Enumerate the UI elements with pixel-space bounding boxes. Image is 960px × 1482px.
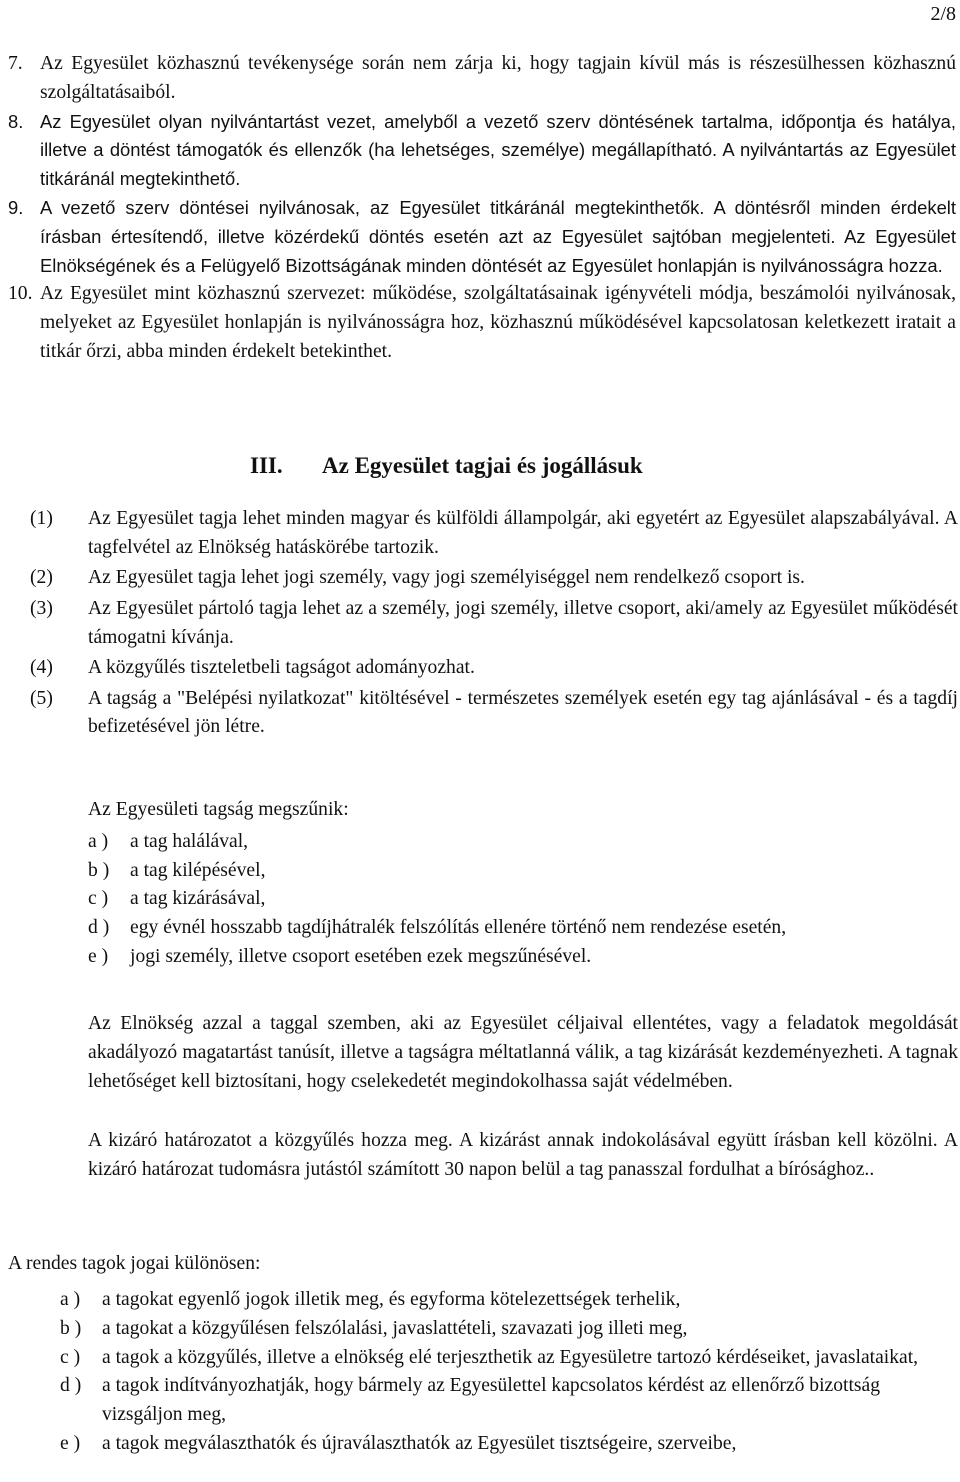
list-text: a tagokat a közgyűlésen felszólalási, javaslattételi, szavazati jog illeti meg, — [102, 1317, 688, 1339]
rights-list — [60, 1286, 958, 1459]
list-text: a tag kilépésével, — [130, 859, 266, 881]
section-number: III. — [250, 453, 283, 478]
numbered-item-10 — [8, 280, 956, 366]
numbered-list — [8, 50, 956, 367]
paragraph-number: (1) — [30, 508, 53, 529]
exclusion-paragraph-2: A kizáró határozatot a közgyűlés hozza meg. A kizárást annak indokolásával együtt írásban kell közölni. A kizáró határozat tudomásra jutástól számított 30 napon belül a tag panasszal fordulhat a bírósághoz.. — [88, 1130, 958, 1180]
list-item — [60, 1315, 958, 1344]
item-number: 10. — [8, 283, 33, 305]
list-text: a tag halálával, — [130, 830, 249, 852]
list-item — [60, 1344, 958, 1373]
list-text: jogi személy, illetve csoport esetében ezek megszűnésével. — [130, 945, 592, 967]
list-item — [60, 1430, 958, 1459]
item-number: 7. — [8, 53, 23, 74]
list-label: b ) — [60, 1317, 82, 1339]
list-label: c ) — [60, 1346, 81, 1368]
exclusion-paragraph-1: Az Elnökség azzal a taggal szemben, aki az Egyesület céljaival ellentétes, vagy a feladatok megoldását akadályozó magatartást tanúsít, illetve a tagságra méltatlanná válik, a tag kizárását kezdeményezheti. A tagnak lehetőséget kell biztosítani, hogy cselekedetét megindokolhassa saját védelmében. — [88, 1013, 958, 1092]
termination-intro: Az Egyesületi tagság megszűnik: — [88, 799, 349, 820]
termination-list — [88, 828, 958, 972]
paragraph-2 — [30, 564, 958, 593]
list-text: egy évnél hosszabb tagdíjhátralék felszólítás ellenére történő nem rendezése esetén, — [130, 917, 787, 939]
paragraph-text: Az Egyesület tagja lehet jogi személy, vagy jogi személyiséggel nem rendelkező csoport is. — [88, 567, 805, 589]
item-text: Az Egyesület közhasznú tevékenysége során nem zárja ki, hogy tagjain kívül más is részesülhessen közhasznú szolgáltatásaiból. — [40, 53, 956, 103]
list-label: d ) — [60, 1375, 82, 1397]
paragraph-number: (4) — [30, 657, 53, 679]
page-number: 2/8 — [930, 3, 956, 25]
list-item — [60, 1286, 958, 1315]
section-title: Az Egyesület tagjai és jogállásuk — [322, 453, 643, 478]
list-item — [60, 1372, 958, 1430]
list-item — [88, 828, 958, 857]
list-label: c ) — [88, 888, 109, 910]
item-text: A vezető szerv döntései nyilvánosak, az Egyesület titkáránál megtekinthetők. A döntésről minden érdekelt írásban értesítendő, illetve közérdekű döntés esetén azt az Egyesület sajtóban megjelenteti. Az Egyesület Elnökségének és a Felügyelő Bizottságának minden döntését az Egyesület honlapján is nyilvánosságra hozza. — [40, 196, 956, 276]
list-label: a ) — [88, 830, 109, 852]
termination-block — [88, 796, 958, 972]
item-text: Az Egyesület olyan nyilvántartást vezet, amelyből a vezető szerv döntésének tartalma, időpontja és hatálya, illetve a döntést támogatók és ellenzők (ha lehetséges, személye) megállapítható. A nyilvántartás az Egyesület titkáránál megtekinthető. — [40, 110, 956, 190]
paragraph-text: A tagság a "Belépési nyilatkozat" kitöltésével - természetes személyek esetén egy tag ajánlásával - és a tagdíj befizetésével jön létre. — [88, 687, 958, 738]
paragraph-5 — [30, 685, 958, 743]
list-text: a tagok indítványozhatják, hogy bármely az Egyesülettel kapcsolatos kérdést az ellenőrző bizottság vizsgáljon meg, — [102, 1375, 881, 1426]
list-text: a tagok megválaszthatók és újraválaszthatók az Egyesület tisztségeire, szerveibe, — [102, 1432, 737, 1454]
paragraph-3 — [30, 595, 958, 653]
list-text: a tag kizárásával, — [130, 888, 266, 910]
item-text: Az Egyesület mint közhasznú szervezet: működése, szolgáltatásainak igényvételi módja, beszámolói nyilvánosak, melyeket az Egyesület honlapján is nyilvánosságra hoz, közhasznú működésével kapcsolatosan keletkezett iratait a titkár őrzi, abba minden érdekelt betekinthet. — [40, 283, 956, 362]
list-label: a ) — [60, 1289, 81, 1310]
list-label: b ) — [88, 859, 110, 881]
item-number: 8. — [8, 110, 24, 132]
list-item — [88, 943, 958, 972]
paragraph-text: Az Egyesület pártoló tagja lehet az a személy, jogi személy, illetve csoport, aki/amely az Egyesület működését támogatni kívánja. — [88, 597, 958, 648]
rights-intro: A rendes tagok jogai különösen: — [8, 1253, 261, 1274]
item-number: 9. — [8, 196, 24, 218]
paragraph-4 — [30, 654, 958, 683]
list-item — [88, 914, 958, 943]
list-item — [88, 857, 958, 886]
paragraph-text: A közgyűlés tiszteletbeli tagságot adományozhat. — [88, 657, 475, 679]
numbered-item-8 — [8, 108, 956, 194]
list-item — [88, 885, 958, 914]
paragraph-number: (2) — [30, 567, 53, 589]
list-text: a tagok a közgyűlés, illetve a elnökség elé terjeszthetik az Egyesületre tartozó kérdéseiket, javaslataikat, — [102, 1346, 919, 1368]
paragraph-list — [30, 505, 958, 744]
paragraph-number: (5) — [30, 687, 53, 709]
paragraph-text: Az Egyesület tagja lehet minden magyar és külföldi állampolgár, aki egyetért az Egyesület alapszabályával. A tagfelvétel az Elnökség hatáskörébe tartozik. — [88, 508, 958, 558]
paragraph-number: (3) — [30, 597, 53, 619]
list-label: e ) — [60, 1432, 81, 1454]
list-label: d ) — [88, 917, 110, 939]
paragraph-1 — [30, 505, 958, 563]
numbered-item-9 — [8, 194, 956, 280]
list-text: a tagokat egyenlő jogok illetik meg, és egyforma kötelezettségek terhelik, — [102, 1289, 681, 1310]
list-label: e ) — [88, 945, 109, 967]
numbered-item-7 — [8, 50, 956, 108]
